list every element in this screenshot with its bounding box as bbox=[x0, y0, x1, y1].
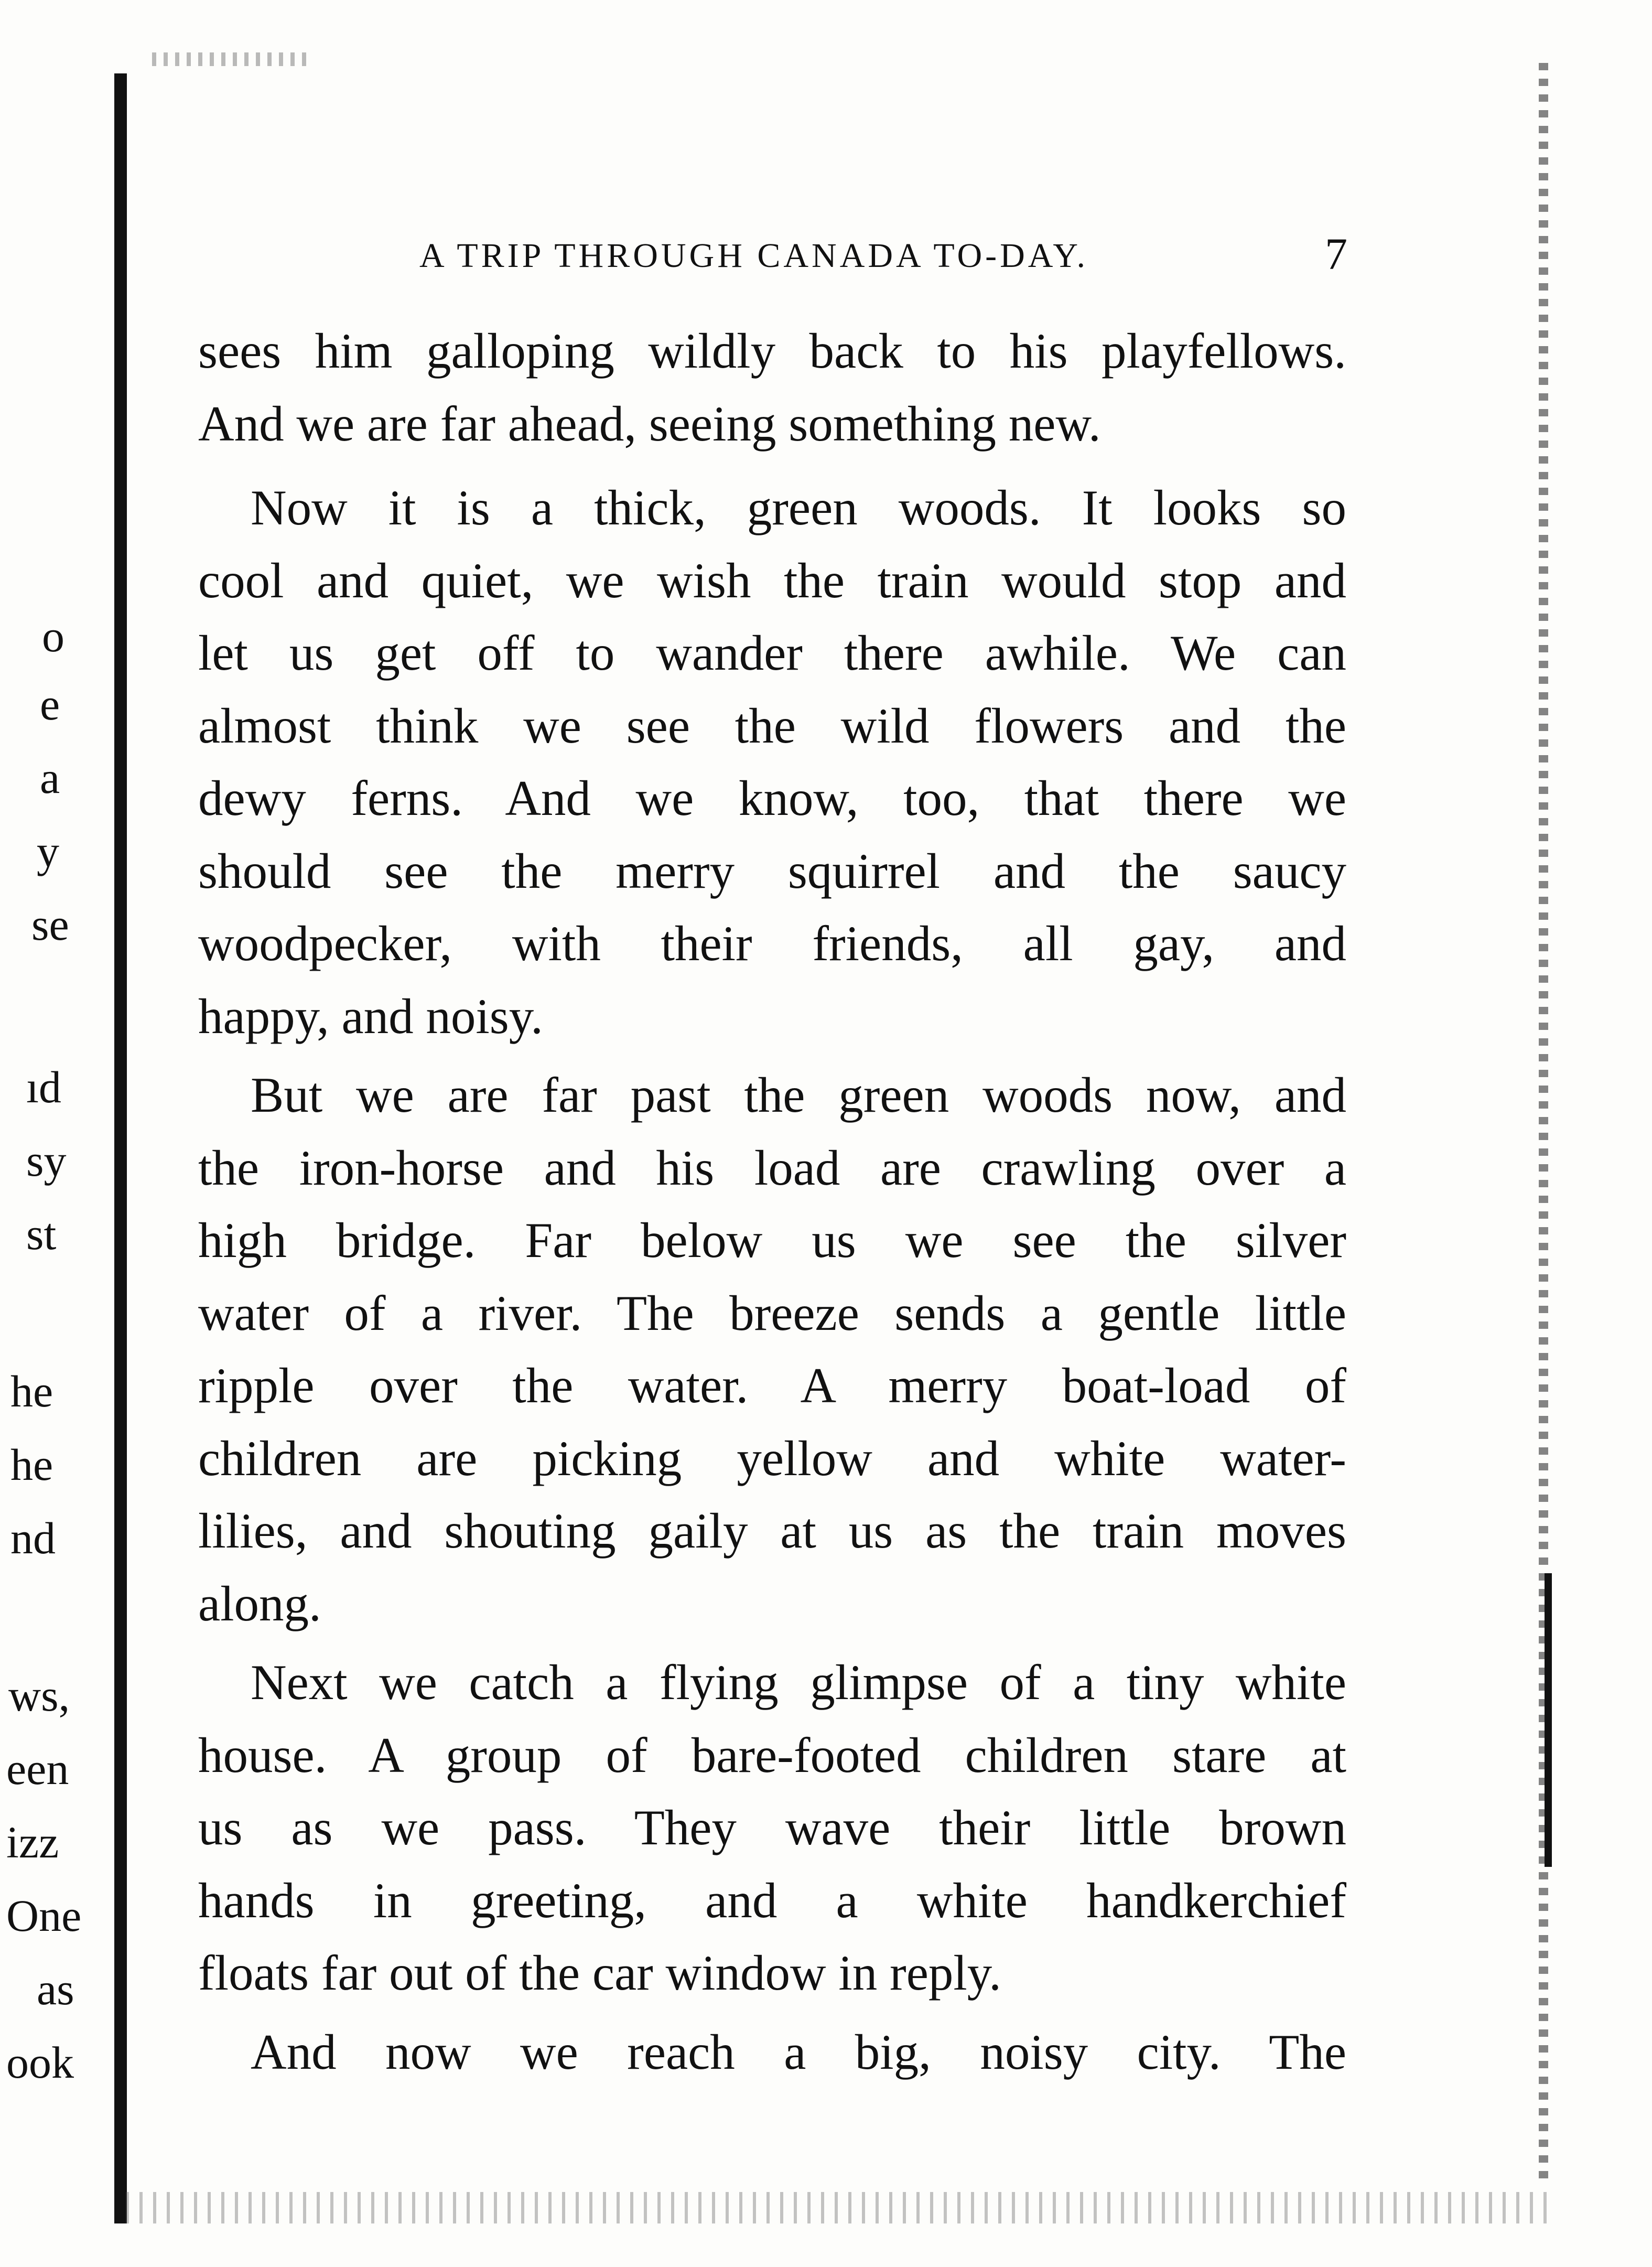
text-line: And we are far ahead, seeing something new. bbox=[198, 395, 1101, 452]
text-line: And now we reach a big, noisy city. The bbox=[251, 2024, 1346, 2080]
text-line: children are picking yellow and white water- bbox=[198, 1430, 1346, 1486]
text-line: Next we catch a flying glimpse of a tiny white bbox=[251, 1654, 1346, 1710]
margin-fragment: o bbox=[42, 611, 64, 661]
margin-fragment: se bbox=[31, 899, 69, 950]
margin-fragment: as bbox=[37, 1964, 74, 2014]
margin-fragment: sy bbox=[26, 1135, 67, 1186]
margin-fragment: he bbox=[10, 1366, 53, 1416]
margin-fragment: he bbox=[10, 1439, 53, 1490]
scan-edge-right-mark bbox=[1545, 1573, 1552, 1867]
text-line: ripple over the water. A merry boat-load of bbox=[198, 1358, 1346, 1413]
text-line: woodpecker, with their friends, all gay, and bbox=[198, 916, 1346, 971]
page-number: 7 bbox=[1325, 229, 1347, 279]
text-line: lilies, and shouting gaily at us as the train moves bbox=[198, 1503, 1346, 1559]
scan-noise-top bbox=[152, 52, 309, 66]
text-line: happy, and noisy. bbox=[198, 988, 543, 1044]
margin-fragment: st bbox=[26, 1209, 57, 1259]
text-line: house. A group of bare-footed children stare at bbox=[198, 1727, 1346, 1783]
scan-noise-bottom bbox=[126, 2192, 1552, 2223]
margin-fragment: izz bbox=[6, 1817, 59, 1867]
margin-fragment: a bbox=[40, 753, 60, 803]
binding-gutter-line bbox=[114, 73, 127, 2223]
text-line: along. bbox=[198, 1575, 321, 1631]
paragraph bbox=[198, 1646, 1346, 2010]
paragraph bbox=[198, 2016, 1346, 2089]
text-line: water of a river. The breeze sends a gentle little bbox=[198, 1285, 1346, 1341]
text-line: the iron-horse and his load are crawling over a bbox=[198, 1140, 1346, 1196]
text-line: high bridge. Far below us we see the silver bbox=[198, 1212, 1346, 1268]
text-line: let us get off to wander there awhile. We can bbox=[198, 625, 1346, 681]
margin-fragment: nd bbox=[10, 1513, 56, 1563]
text-line: cool and quiet, we wish the train would stop and bbox=[198, 552, 1346, 608]
text-line: Now it is a thick, green woods. It looks so bbox=[251, 480, 1346, 535]
text-line: But we are far past the green woods now, and bbox=[251, 1067, 1346, 1123]
margin-fragment: y bbox=[37, 826, 59, 876]
running-header-title: A TRIP THROUGH CANADA TO-DAY. bbox=[419, 237, 1089, 275]
text-line: should see the merry squirrel and the saucy bbox=[198, 843, 1346, 899]
text-line: floats far out of the car window in reply. bbox=[198, 1945, 1001, 2001]
text-line: hands in greeting, and a white handkerchief bbox=[198, 1872, 1346, 1928]
running-header bbox=[199, 229, 1347, 283]
paragraph bbox=[198, 1059, 1346, 1640]
margin-fragment: ıd bbox=[26, 1062, 61, 1112]
text-line: dewy ferns. And we know, too, that there we bbox=[198, 770, 1346, 826]
paragraph bbox=[198, 471, 1346, 1052]
margin-fragment: ws, bbox=[8, 1670, 70, 1721]
text-line: almost think we see the wild flowers and the bbox=[198, 697, 1346, 754]
margin-fragment: een bbox=[6, 1744, 69, 1794]
margin-fragment: One bbox=[6, 1890, 82, 1941]
body-text bbox=[198, 315, 1346, 2088]
scan-edge-right bbox=[1539, 63, 1548, 2187]
text-line: sees him galloping wildly back to his playfellows. bbox=[198, 323, 1346, 379]
text-line: us as we pass. They wave their little brown bbox=[198, 1800, 1346, 1855]
margin-fragment: e bbox=[40, 679, 60, 729]
paragraph bbox=[198, 315, 1346, 460]
margin-fragment: ook bbox=[6, 2037, 74, 2088]
